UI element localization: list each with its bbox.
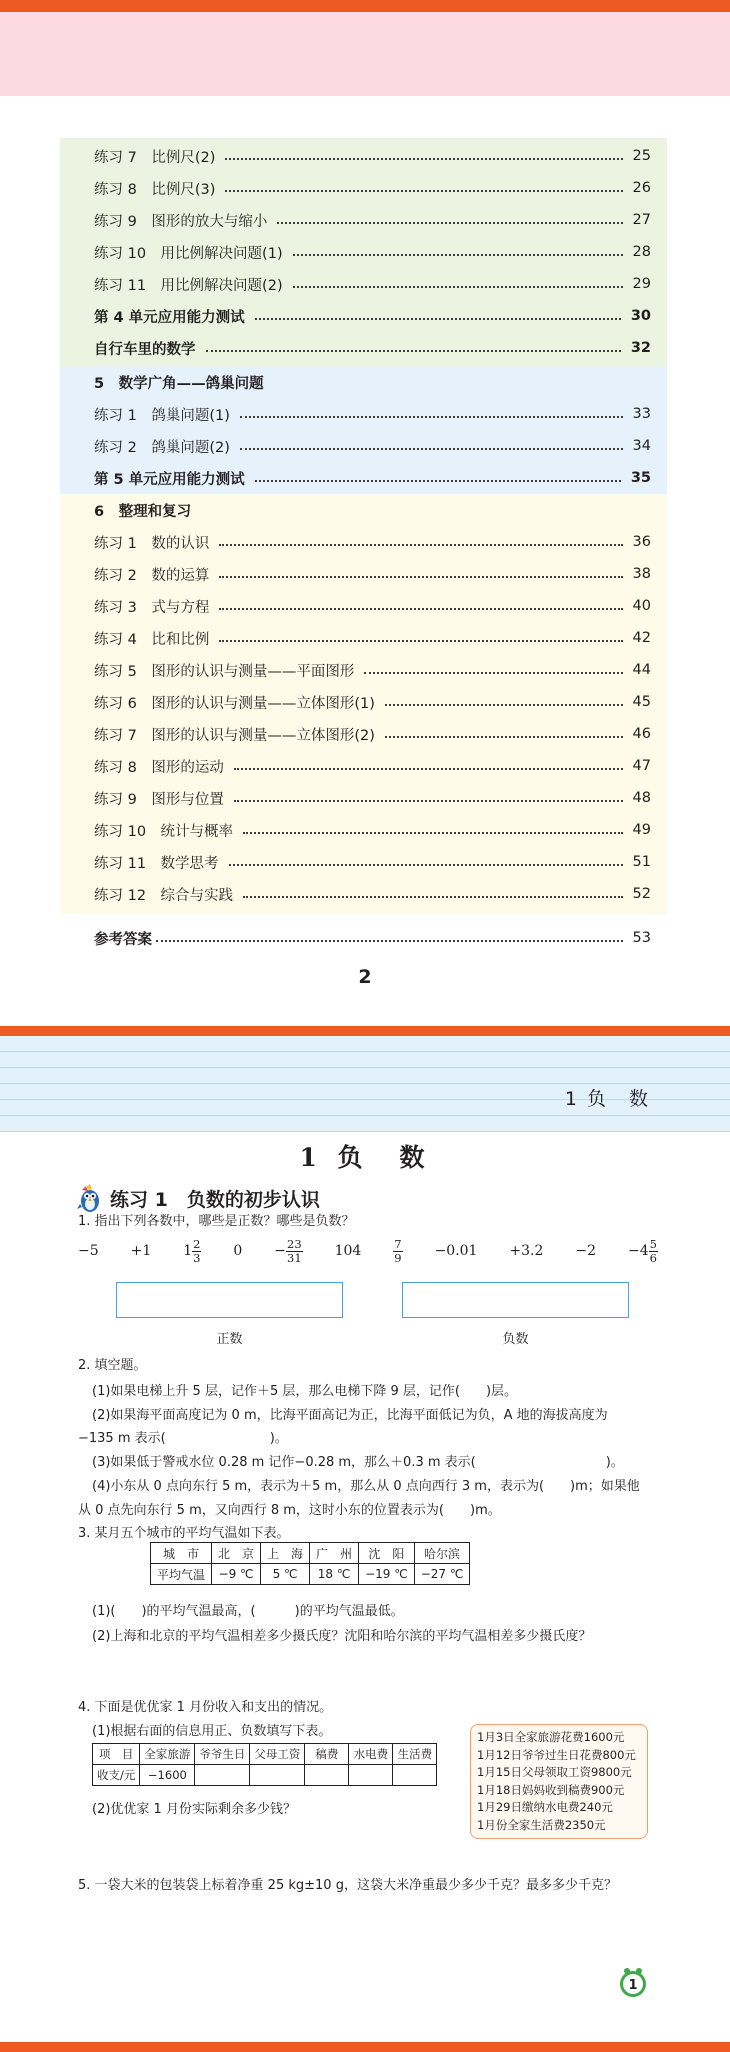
toc-entry-page: 27 — [632, 212, 651, 228]
city-temperature-table — [150, 1542, 470, 1585]
pink-header-band — [0, 12, 730, 96]
toc-entry-label: 练习 8 图形的运动 — [94, 759, 224, 776]
toc-group-unit-4 — [60, 138, 667, 366]
table-cell: 哈尔滨 — [414, 1543, 470, 1564]
toc-leader-dots — [219, 576, 622, 578]
toc-entry[interactable] — [60, 462, 667, 494]
table-cell: 上 海 — [261, 1543, 310, 1564]
number-item: 0 — [233, 1243, 243, 1260]
toc-entry-page: 36 — [632, 534, 651, 550]
toc-entry[interactable] — [60, 430, 667, 462]
toc-leader-dots — [293, 286, 623, 288]
toc-entry-page: 25 — [632, 148, 651, 164]
number-item — [183, 1238, 201, 1264]
number-item — [628, 1238, 658, 1264]
table-cell: 18 ℃ — [310, 1564, 359, 1585]
toc-entry-page: 46 — [632, 726, 651, 742]
number-item — [393, 1238, 402, 1264]
toc-entry-label: 练习 7 比例尺(2) — [94, 149, 216, 166]
toc-leader-dots — [385, 704, 623, 706]
toc-leader-dots — [240, 448, 623, 450]
toc-entry-label: 练习 10 用比例解决问题(1) — [94, 245, 283, 262]
toc-entry-page: 44 — [632, 662, 651, 678]
toc-leader-dots — [364, 672, 622, 674]
toc-entry-label: 练习 9 图形与位置 — [94, 791, 224, 808]
number-item: −5 — [78, 1243, 99, 1260]
question-2: 2. 填空题。 — [78, 1358, 147, 1373]
toc-group-unit-5 — [60, 366, 667, 494]
page-number-badge — [618, 1966, 648, 1998]
positive-box-label: 正数 — [216, 1332, 243, 1347]
toc-entry[interactable] — [60, 782, 667, 814]
table-cell[interactable] — [349, 1765, 393, 1786]
toc-leader-dots — [225, 190, 622, 192]
toc-entry-page: 38 — [632, 566, 651, 582]
toc-entry-label: 练习 7 图形的认识与测量——立体图形(2) — [94, 727, 375, 744]
table-cell[interactable] — [250, 1765, 305, 1786]
toc-entry-page: 40 — [632, 598, 651, 614]
q2-line: (1)如果电梯上升 5 层，记作＋5 层，那么电梯下降 9 层，记作( )层。 — [92, 1384, 518, 1399]
table-cell: −19 ℃ — [359, 1564, 415, 1585]
table-header-row — [93, 1744, 437, 1765]
denominator: 3 — [193, 1250, 201, 1265]
toc-entry[interactable] — [60, 622, 667, 654]
question-5: 5. 一袋大米的包装袋上标着净重 25 kg±10 g，这袋大米净重最少多少千克？最多多少千克？ — [78, 1878, 617, 1893]
q2-line: (3)如果低于警戒水位 0.28 m 记作−0.28 m，那么＋0.3 m 表示( )。 — [92, 1455, 624, 1470]
toc-entry-label: 练习 10 统计与概率 — [94, 823, 234, 840]
number-item: −0.01 — [434, 1243, 478, 1260]
toc-entry[interactable] — [60, 172, 667, 204]
toc-entry[interactable] — [60, 526, 667, 558]
toc-entry-label: 自行车里的数学 — [94, 341, 196, 358]
toc-entry[interactable] — [60, 814, 667, 846]
toc-entry-page: 32 — [630, 340, 651, 356]
number-item: 104 — [334, 1243, 362, 1260]
toc-leader-dots — [255, 480, 621, 482]
toc-entry-label: 练习 8 比例尺(3) — [94, 181, 216, 198]
table-cell: 5 ℃ — [261, 1564, 310, 1585]
denominator: 9 — [394, 1250, 402, 1265]
negative-answer-box[interactable] — [402, 1282, 629, 1318]
toc-entry[interactable] — [60, 398, 667, 430]
note-line: 1月15日父母领取工资9800元 — [477, 1765, 632, 1779]
numerator: 2 — [193, 1237, 201, 1251]
toc-group-unit-6 — [60, 494, 667, 914]
toc-entry-page: 47 — [632, 758, 651, 774]
toc-entry-label: 第 5 单元应用能力测试 — [94, 471, 245, 488]
toc-entry[interactable] — [60, 332, 667, 364]
number-sign: − — [274, 1243, 286, 1260]
toc-entry-label: 练习 4 比和比例 — [94, 631, 210, 648]
number-item: −2 — [575, 1243, 597, 1260]
table-cell: 沈 阳 — [359, 1543, 415, 1564]
table-cell: 城 市 — [151, 1543, 212, 1564]
table-cell: 稿费 — [305, 1744, 349, 1765]
toc-entry[interactable] — [60, 268, 667, 300]
table-cell: −9 ℃ — [212, 1564, 261, 1585]
table-cell: 水电费 — [349, 1744, 393, 1765]
toc-leader-dots — [225, 158, 622, 160]
note-line: 1月29日缴纳水电费240元 — [477, 1800, 613, 1814]
toc-entry[interactable] — [60, 590, 667, 622]
q2-line: 从 0 点先向东行 5 m，又向西行 8 m，这时小东的位置表示为( )m。 — [78, 1503, 501, 1518]
exercise-page — [0, 1020, 730, 2052]
q2-line: −135 m 表示( )。 — [78, 1431, 288, 1446]
toc-leader-dots — [243, 832, 622, 834]
toc-entry[interactable] — [60, 300, 667, 332]
toc-leader-dots — [255, 318, 621, 320]
question-3: 3. 某月五个城市的平均气温如下表。 — [78, 1526, 290, 1541]
table-cell: 广 州 — [310, 1543, 359, 1564]
toc-leader-dots — [277, 222, 622, 224]
toc-entry-page: 34 — [632, 438, 651, 454]
table-cell: 平均气温 — [151, 1564, 212, 1585]
toc-page — [0, 0, 730, 1020]
toc-leader-dots — [234, 800, 623, 802]
toc-entry-label: 练习 2 鸽巢问题(2) — [94, 439, 230, 456]
number-sign: − — [627, 1243, 640, 1260]
denominator: 31 — [287, 1250, 302, 1265]
toc-entry-label: 练习 2 数的运算 — [94, 567, 210, 584]
toc-unit-heading: 5 数学广角——鸽巢问题 — [94, 375, 264, 392]
toc-leader-dots — [293, 254, 623, 256]
toc-entry[interactable] — [60, 750, 667, 782]
fraction — [192, 1238, 201, 1264]
number-whole: 1 — [183, 1243, 193, 1260]
table-header-row — [151, 1543, 470, 1564]
question-4: 4. 下面是优优家 1 月份收入和支出的情况。 — [78, 1700, 333, 1715]
fraction — [286, 1238, 303, 1264]
table-cell[interactable] — [393, 1765, 437, 1786]
toc-leader-dots — [219, 608, 622, 610]
toc-leader-dots — [156, 940, 623, 942]
q2-line: (2)如果海平面高度记为 0 m，比海平面高记为正，比海平面低记为负，A 地的海拔高度为 — [92, 1408, 608, 1423]
family-finance-notes — [470, 1724, 648, 1839]
table-cell: 生活费 — [393, 1744, 437, 1765]
toc-entry-page: 42 — [632, 630, 651, 646]
toc-leader-dots — [240, 416, 623, 418]
table-row — [151, 1564, 470, 1585]
toc-entry-page: 29 — [632, 276, 651, 292]
number-item — [274, 1238, 302, 1264]
toc-leader-dots — [385, 736, 623, 738]
table-row — [93, 1765, 437, 1786]
numerator: 7 — [394, 1237, 402, 1251]
bottom-orange-bar — [0, 2042, 730, 2052]
toc-leader-dots — [234, 768, 623, 770]
top-orange-bar — [0, 1026, 730, 1036]
income-expense-table — [92, 1743, 437, 1786]
table-cell: 北 京 — [212, 1543, 261, 1564]
q3-sub-2: (2)上海和北京的平均气温相差多少摄氏度？沈阳和哈尔滨的平均气温相差多少摄氏度？ — [92, 1629, 592, 1644]
q4-sub-1: (1)根据右面的信息用正、负数填写下表。 — [92, 1724, 332, 1739]
table-cell: 爷爷生日 — [195, 1744, 250, 1765]
q3-sub-1: (1)( )的平均气温最高，( )的平均气温最低。 — [92, 1604, 404, 1619]
toc-entry[interactable] — [60, 236, 667, 268]
denominator: 6 — [649, 1250, 657, 1265]
toc-entry-page: 51 — [632, 854, 651, 870]
toc-unit-heading: 6 整理和复习 — [94, 503, 192, 520]
chapter-title: 1 负 数 — [299, 1143, 431, 1172]
note-line: 1月18日妈妈收到稿费900元 — [477, 1782, 625, 1797]
toc-entry-label: 第 4 单元应用能力测试 — [94, 309, 245, 326]
table-cell[interactable] — [195, 1765, 250, 1786]
toc-entry-page: 49 — [632, 822, 651, 838]
toc-leader-dots — [219, 544, 622, 546]
table-cell: 全家旅游 — [140, 1744, 195, 1765]
toc-entry[interactable] — [60, 654, 667, 686]
numerator: 5 — [649, 1237, 657, 1251]
negative-box-label: 负数 — [502, 1332, 529, 1347]
toc-entry-label: 练习 5 图形的认识与测量——平面图形 — [94, 663, 355, 680]
toc-leader-dots — [206, 350, 621, 352]
note-line: 1月份全家生活费2350元 — [477, 1817, 606, 1832]
table-cell: 收支/元 — [93, 1765, 140, 1786]
toc-entry[interactable] — [60, 718, 667, 750]
toc-entry[interactable] — [60, 846, 667, 878]
fraction — [393, 1238, 402, 1264]
table-cell[interactable]: −1600 — [140, 1765, 195, 1786]
toc-entry-label: 参考答案 — [94, 931, 152, 948]
toc-entry[interactable] — [60, 204, 667, 236]
toc-entry-page: 33 — [632, 406, 651, 422]
toc-entry-label: 练习 3 式与方程 — [94, 599, 210, 616]
table-cell: 项 目 — [93, 1744, 140, 1765]
positive-answer-box[interactable] — [116, 1282, 343, 1318]
toc-entry-page: 28 — [632, 244, 651, 260]
question-1: 1. 指出下列各数中，哪些是正数？哪些是负数？ — [78, 1214, 355, 1229]
toc-entry-answers[interactable] — [60, 922, 667, 954]
toc-leader-dots — [219, 640, 622, 642]
toc-leader-dots — [243, 896, 622, 898]
toc-entry[interactable] — [60, 140, 667, 172]
toc-entry-label: 练习 9 图形的放大与缩小 — [94, 213, 268, 230]
toc-entry-label: 练习 1 数的认识 — [94, 535, 210, 552]
toc-entry-page: 35 — [630, 470, 651, 486]
table-cell: 父母工资 — [250, 1744, 305, 1765]
table-cell: −27 ℃ — [414, 1564, 470, 1585]
exercise-title: 练习 1 负数的初步认识 — [110, 1188, 320, 1211]
number-whole: 4 — [639, 1243, 649, 1260]
fraction — [649, 1238, 658, 1264]
toc-entry-page: 45 — [632, 694, 651, 710]
toc-entry-page: 26 — [632, 180, 651, 196]
toc-entry[interactable] — [60, 686, 667, 718]
numerator: 23 — [287, 1237, 302, 1251]
note-line: 1月12日爷爷过生日花费800元 — [477, 1747, 636, 1762]
page-number: 1 — [628, 1978, 638, 1993]
number-item: +1 — [130, 1243, 152, 1260]
q4-sub-2: (2)优优家 1 月份实际剩余多少钱？ — [92, 1802, 296, 1817]
toc-entry-label: 练习 11 用比例解决问题(2) — [94, 277, 283, 294]
toc-entry-page: 52 — [632, 886, 651, 902]
top-orange-bar — [0, 0, 730, 12]
toc-entry-page: 30 — [630, 308, 651, 324]
page-number: 2 — [358, 966, 372, 988]
toc-leader-dots — [229, 864, 623, 866]
toc-entry-label: 练习 1 鸽巢问题(1) — [94, 407, 230, 424]
toc-entry-page: 48 — [632, 790, 651, 806]
q1-number-list — [78, 1238, 658, 1264]
table-cell[interactable] — [305, 1765, 349, 1786]
toc-entry-label: 练习 6 图形的认识与测量——立体图形(1) — [94, 695, 375, 712]
q2-line: (4)小东从 0 点向东行 5 m，表示为＋5 m，那么从 0 点向西行 3 m，表示为( )m；如果他 — [92, 1479, 640, 1494]
note-line: 1月3日全家旅游花费1600元 — [477, 1730, 625, 1744]
number-item: +3.2 — [509, 1243, 544, 1260]
toc-entry[interactable] — [60, 878, 667, 910]
toc-entry-label: 练习 12 综合与实践 — [94, 887, 234, 904]
toc-entry[interactable] — [60, 558, 667, 590]
chapter-running-head: 1 负 数 — [564, 1088, 650, 1110]
toc-entry-label: 练习 11 数学思考 — [94, 855, 219, 872]
toc-entry-page: 53 — [632, 930, 651, 946]
